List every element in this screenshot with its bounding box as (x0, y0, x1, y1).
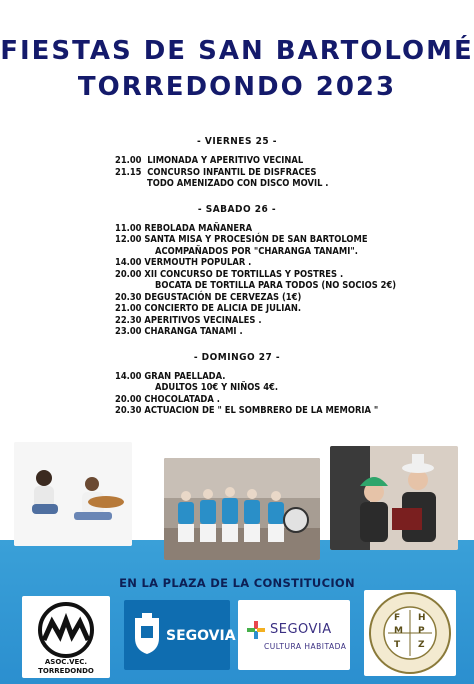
cultura-star-icon (246, 620, 266, 640)
logo-fhmptz-federation-seal: F H M P T Z (364, 590, 456, 676)
logo-asoc-vec-torredondo: ASOC.VEC. TORREDONDO (22, 596, 110, 678)
event-item: 14.00 VERMOUTH POPULAR . (115, 257, 252, 268)
event-item: 20.30 DEGUSTACIÓN DE CERVEZAS (1€) (115, 291, 302, 303)
event-item: 21.00 CONCIERTO DE ALICIA DE JULIAN. (115, 303, 302, 314)
venue-label: EN LA PLAZA DE LA CONSTITUCION (119, 576, 355, 590)
photo-charanga-band (164, 458, 320, 560)
event-item: 21.00 LIMONADA Y APERITIVO VECINAL (115, 155, 304, 166)
day-label-domingo: - DOMINGO 27 - (193, 351, 281, 363)
segovia-crest-icon (132, 612, 162, 656)
poster-title-line1: FIESTAS DE SAN BARTOLOMÉ (0, 36, 474, 66)
logo-segovia-cultura-habitada: SEGOVIA CULTURA HABITADA (238, 600, 350, 670)
day-label-sabado: - SABADO 26 - (197, 203, 277, 215)
event-item: 20.30 ACTUACION DE " EL SOMBRERO DE LA MEMORIA " (115, 405, 379, 416)
event-item: 12.00 SANTA MISA Y PROCESIÓN DE SAN BARTOLOME ACOMPAÑADOS POR "CHARANGA TANAMI". (115, 234, 368, 257)
photo-sombrero-de-la-memoria (330, 446, 458, 550)
event-item: 22.30 APERITIVOS VECINALES . (115, 314, 262, 326)
event-item: 14.00 GRAN PAELLADA. ADULTOS 10€ Y NIÑOS 4€. (115, 370, 279, 393)
photo-musicians-duo (14, 442, 132, 546)
logo-segovia-ayuntamiento: SEGOVIA (124, 600, 230, 670)
event-item: 23.00 CHARANGA TANAMI . (115, 326, 243, 337)
event-item: 11.00 REBOLADA MAÑANERA (115, 222, 253, 234)
event-item: 20.00 XII CONCURSO DE TORTILLAS Y POSTRES . BOCATA DE TORTILLA PARA TODOS (NO SOCIOS 2€) (115, 268, 397, 291)
event-item: 21.15 CONCURSO INFANTIL DE DISFRACES TODO AMENIZADO CON DISCO MOVIL . (115, 166, 329, 189)
schedule (0, 132, 474, 417)
photo-strip (0, 436, 474, 586)
poster-title-line2: TORREDONDO 2023 (77, 72, 397, 102)
event-item: 20.00 CHOCOLATADA . (115, 393, 220, 405)
day-label-viernes: - VIERNES 25 - (197, 136, 277, 147)
